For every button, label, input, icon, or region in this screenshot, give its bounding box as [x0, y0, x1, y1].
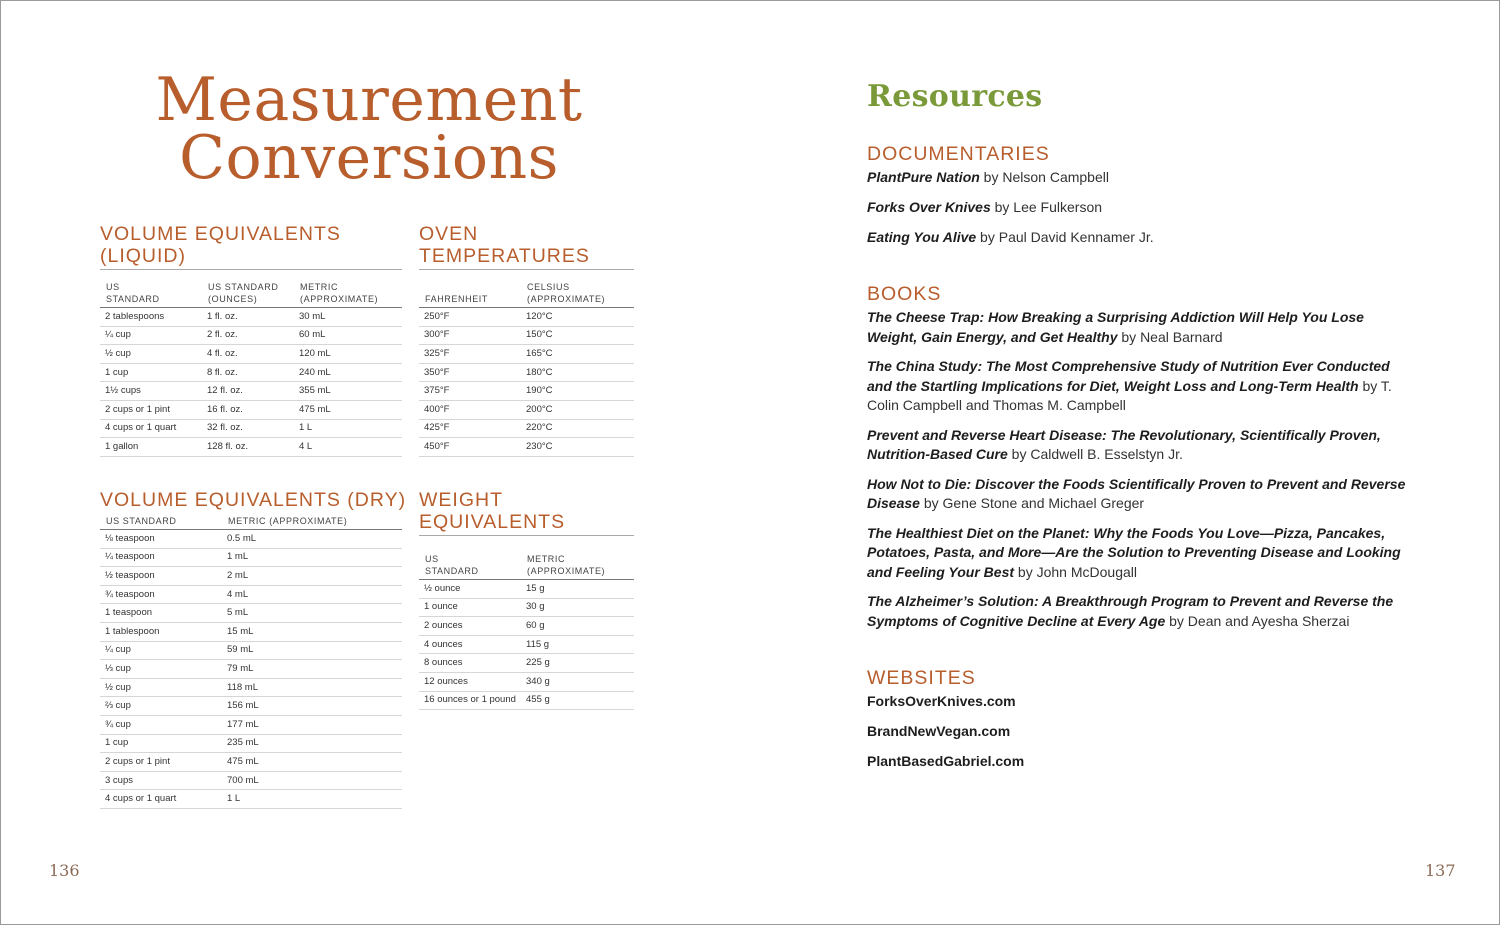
table-cell: 0.5 mL	[222, 530, 402, 549]
websites-heading: WEBSITES	[867, 667, 976, 689]
table-row	[100, 604, 402, 623]
table-row	[100, 753, 402, 772]
book-item	[867, 308, 1412, 347]
item-author: by Caldwell B. Esselstyn Jr.	[1007, 446, 1183, 462]
table-cell: 60 g	[521, 617, 634, 636]
table-cell: 325°F	[419, 345, 521, 364]
table-row	[419, 326, 634, 345]
table-cell: 1 L	[222, 790, 402, 809]
table-cell: 118 mL	[222, 678, 402, 697]
table-cell: 1 mL	[222, 548, 402, 567]
item-author: by T. Colin Campbell and Thomas M. Campbell	[867, 377, 1392, 413]
volume-dry-table	[100, 515, 402, 809]
table-cell: 1 teaspoon	[100, 604, 222, 623]
table-cell: 230°C	[521, 438, 634, 457]
table-cell: 180°C	[521, 363, 634, 382]
item-author: by Neal Barnard	[1117, 328, 1223, 345]
table-cell: ⅔ cup	[100, 697, 222, 716]
title-line-1: Measurement	[155, 65, 583, 135]
table-cell: 1 tablespoon	[100, 622, 222, 641]
item-author: by Lee Fulkerson	[990, 199, 1103, 215]
table-cell: 59 mL	[222, 641, 402, 660]
column-header: US STANDARD	[100, 515, 222, 530]
table-cell: ¼ cup	[100, 641, 222, 660]
column-header	[294, 281, 402, 308]
table-row	[100, 790, 402, 809]
item-title: The Healthiest Diet on the Planet: Why the Foods You Love—Pizza, Pancakes, Potatoes, Pasta, and More—Are the Solution to Preventing Disease and Looking and Feeling Your Best	[867, 524, 1401, 580]
table-row	[419, 438, 634, 457]
column-header	[419, 553, 521, 580]
table-cell: 200°C	[521, 400, 634, 419]
item-title: Prevent and Reverse Heart Disease: The Revolutionary, Scientifically Proven, Nutrition-Based Cure	[867, 426, 1381, 462]
column-header-line: STANDARD	[425, 566, 479, 576]
table-cell: 1 L	[294, 419, 402, 438]
table-cell: 12 fl. oz.	[202, 382, 294, 401]
table-cell: 60 mL	[294, 326, 402, 345]
column-header-line: METRIC	[300, 282, 339, 292]
books-heading: BOOKS	[867, 283, 942, 305]
table-cell: 165°C	[521, 345, 634, 364]
table-cell: 30 g	[521, 598, 634, 617]
table-cell: 475 mL	[222, 753, 402, 772]
table-cell: 1 fl. oz.	[202, 308, 294, 327]
weight-table	[419, 553, 634, 710]
table-cell: 8 fl. oz.	[202, 363, 294, 382]
table-cell: 355 mL	[294, 382, 402, 401]
table-row	[100, 326, 402, 345]
oven-temps-heading-line-1: OVEN	[419, 223, 479, 245]
item-title: Forks Over Knives	[867, 199, 991, 215]
table-cell: 225 g	[521, 654, 634, 673]
section-rule	[419, 535, 634, 536]
column-header	[202, 281, 294, 308]
documentary-item	[867, 228, 1427, 248]
table-cell: 2 tablespoons	[100, 308, 202, 327]
table-cell: 475 mL	[294, 400, 402, 419]
table-cell: 400°F	[419, 400, 521, 419]
table-cell: 15 mL	[222, 622, 402, 641]
table-cell: 8 ounces	[419, 654, 521, 673]
table-row	[419, 672, 634, 691]
table-cell: ¼ teaspoon	[100, 548, 222, 567]
table-cell: 115 g	[521, 635, 634, 654]
table-cell: ½ cup	[100, 345, 202, 364]
table-cell: 4 cups or 1 quart	[100, 790, 222, 809]
column-header-line: CELSIUS	[527, 282, 570, 292]
documentary-item	[867, 168, 1427, 188]
table-cell: 250°F	[419, 308, 521, 327]
page-number-left: 136	[49, 861, 80, 880]
table-row	[419, 617, 634, 636]
table-cell: 240 mL	[294, 363, 402, 382]
column-header-line: US	[425, 554, 439, 564]
volume-liquid-heading-line-1: VOLUME EQUIVALENTS	[100, 223, 341, 245]
documentaries-heading: DOCUMENTARIES	[867, 143, 1050, 165]
table-row	[100, 419, 402, 438]
weight-heading-line-1: WEIGHT	[419, 489, 503, 511]
table-cell: 220°C	[521, 419, 634, 438]
table-cell: 340 g	[521, 672, 634, 691]
oven-temps-heading-line-2: TEMPERATURES	[419, 245, 590, 267]
item-title: The China Study: The Most Comprehensive Study of Nutrition Ever Conducted and the Startling Implications for Diet, Weight Loss and Long-Term Health	[867, 358, 1390, 394]
table-row	[100, 641, 402, 660]
table-row	[100, 400, 402, 419]
website-item: BrandNewVegan.com	[867, 723, 1011, 739]
book-item	[867, 592, 1412, 631]
table-cell: 2 ounces	[419, 617, 521, 636]
table-cell: 1 cup	[100, 734, 222, 753]
volume-liquid-heading-line-2: (LIQUID)	[100, 245, 186, 267]
item-title: PlantPure Nation	[867, 169, 980, 185]
table-cell: 12 ounces	[419, 672, 521, 691]
table-cell: 120 mL	[294, 345, 402, 364]
table-cell: 450°F	[419, 438, 521, 457]
table-row	[100, 771, 402, 790]
column-header-line: (OUNCES)	[208, 294, 258, 304]
table-cell: 128 fl. oz.	[202, 438, 294, 457]
resources-title: Resources	[867, 79, 1043, 114]
oven-temps-heading	[419, 223, 590, 267]
column-header-line: METRIC	[527, 554, 566, 564]
column-header-line: (APPROXIMATE)	[527, 566, 606, 576]
table-cell: 3 cups	[100, 771, 222, 790]
table-row	[419, 691, 634, 710]
table-cell: 79 mL	[222, 660, 402, 679]
table-row	[419, 382, 634, 401]
documentary-item	[867, 198, 1427, 218]
column-header-line: US	[106, 282, 120, 292]
table-cell: 120°C	[521, 308, 634, 327]
table-row	[419, 363, 634, 382]
documentaries-list	[867, 168, 1427, 258]
column-header-line: (APPROXIMATE)	[527, 294, 606, 304]
website-item: ForksOverKnives.com	[867, 693, 1016, 709]
column-header: METRIC (APPROXIMATE)	[222, 515, 402, 530]
table-row	[100, 678, 402, 697]
book-item	[867, 524, 1412, 583]
item-title: The Alzheimer’s Solution: A Breakthrough Program to Prevent and Reverse the Symptoms of Cognitive Decline at Every Age	[867, 593, 1394, 629]
table-cell: ¾ cup	[100, 715, 222, 734]
table-cell: 1 ounce	[419, 598, 521, 617]
table-row	[100, 530, 402, 549]
table-cell: ¾ teaspoon	[100, 585, 222, 604]
table-cell: ⅓ cup	[100, 660, 222, 679]
table-cell: 4 mL	[222, 585, 402, 604]
website-item: PlantBasedGabriel.com	[867, 753, 1025, 769]
table-row	[100, 438, 402, 457]
table-row	[100, 382, 402, 401]
item-title: How Not to Die: Discover the Foods Scientifically Proven to Prevent and Reverse Disease	[867, 475, 1406, 511]
title-line-2: Conversions	[179, 123, 559, 193]
table-row	[419, 654, 634, 673]
item-author: by Paul David Kennamer Jr.	[976, 229, 1154, 245]
table-cell: 4 L	[294, 438, 402, 457]
table-cell: 2 mL	[222, 567, 402, 586]
table-row	[100, 715, 402, 734]
item-title: The Cheese Trap: How Breaking a Surprising Addiction Will Help You Lose Weight, Gain Energy, and Get Healthy	[867, 309, 1364, 345]
page-title	[99, 65, 639, 193]
volume-dry-heading: VOLUME EQUIVALENTS (DRY)	[100, 489, 407, 511]
table-cell: 16 ounces or 1 pound	[419, 691, 521, 710]
column-header	[419, 281, 521, 308]
table-row	[419, 635, 634, 654]
table-cell: 150°C	[521, 326, 634, 345]
volume-liquid-heading	[100, 223, 341, 267]
table-row	[100, 734, 402, 753]
table-cell: 1 cup	[100, 363, 202, 382]
table-row	[100, 345, 402, 364]
table-cell: 4 ounces	[419, 635, 521, 654]
column-header	[521, 281, 634, 308]
table-row	[100, 548, 402, 567]
table-cell: ½ ounce	[419, 580, 521, 599]
column-header	[100, 281, 202, 308]
section-rule	[100, 269, 402, 270]
table-row	[419, 345, 634, 364]
table-cell: 235 mL	[222, 734, 402, 753]
table-row	[419, 580, 634, 599]
table-cell: 15 g	[521, 580, 634, 599]
item-author: by Dean and Ayesha Sherzai	[1165, 612, 1350, 629]
column-header-line: FAHRENHEIT	[425, 294, 489, 304]
table-cell: 16 fl. oz.	[202, 400, 294, 419]
table-row	[419, 419, 634, 438]
table-row	[419, 308, 634, 327]
oven-temps-table	[419, 281, 634, 457]
table-cell: ½ cup	[100, 678, 222, 697]
table-cell: 300°F	[419, 326, 521, 345]
table-cell: 2 fl. oz.	[202, 326, 294, 345]
column-header	[521, 553, 634, 580]
table-cell: 1½ cups	[100, 382, 202, 401]
item-author: by John McDougall	[1014, 563, 1137, 580]
table-row	[100, 622, 402, 641]
column-header-line: US STANDARD	[208, 282, 279, 292]
column-header-line: (APPROXIMATE)	[300, 294, 379, 304]
book-item	[867, 426, 1412, 465]
table-row	[100, 363, 402, 382]
table-cell: 2 cups or 1 pint	[100, 753, 222, 772]
book-item	[867, 475, 1412, 514]
item-author: by Nelson Campbell	[979, 169, 1109, 185]
item-author: by Gene Stone and Michael Greger	[919, 495, 1145, 511]
table-cell: ½ teaspoon	[100, 567, 222, 586]
book-item	[867, 357, 1412, 416]
table-cell: 5 mL	[222, 604, 402, 623]
table-cell: ¼ cup	[100, 326, 202, 345]
table-cell: 4 cups or 1 quart	[100, 419, 202, 438]
column-header-line: STANDARD	[106, 294, 160, 304]
table-cell: 32 fl. oz.	[202, 419, 294, 438]
table-cell: 2 cups or 1 pint	[100, 400, 202, 419]
table-cell: 4 fl. oz.	[202, 345, 294, 364]
table-cell: 375°F	[419, 382, 521, 401]
table-row	[100, 308, 402, 327]
weight-heading-line-2: EQUIVALENTS	[419, 511, 566, 533]
table-row	[419, 598, 634, 617]
table-cell: 425°F	[419, 419, 521, 438]
table-cell: 700 mL	[222, 771, 402, 790]
table-cell: ⅛ teaspoon	[100, 530, 222, 549]
section-rule	[419, 269, 634, 270]
item-title: Eating You Alive	[867, 229, 977, 245]
weight-heading	[419, 489, 565, 533]
table-cell: 350°F	[419, 363, 521, 382]
table-row	[100, 697, 402, 716]
table-cell: 455 g	[521, 691, 634, 710]
table-cell: 30 mL	[294, 308, 402, 327]
page-number-right: 137	[1425, 861, 1456, 880]
websites-list	[867, 692, 1427, 782]
table-row	[100, 585, 402, 604]
table-row	[419, 400, 634, 419]
volume-liquid-table	[100, 281, 402, 457]
table-row	[100, 660, 402, 679]
books-list	[867, 308, 1412, 641]
table-row	[100, 567, 402, 586]
table-cell: 177 mL	[222, 715, 402, 734]
table-cell: 190°C	[521, 382, 634, 401]
table-cell: 156 mL	[222, 697, 402, 716]
table-cell: 1 gallon	[100, 438, 202, 457]
